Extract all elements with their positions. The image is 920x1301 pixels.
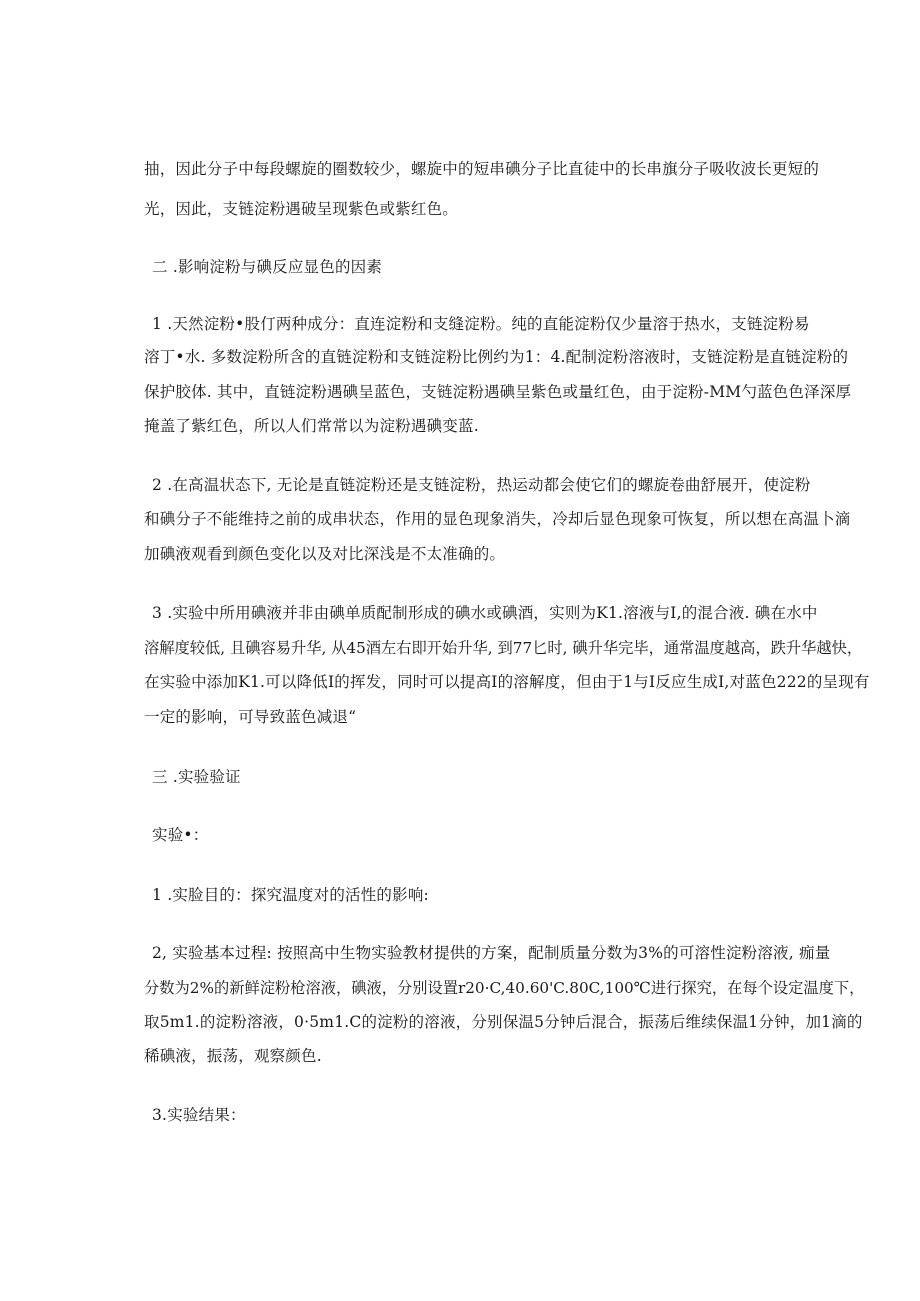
section-heading: 三 .实验验证 — [152, 768, 241, 786]
paragraph-line: 一定的影响，可导致蓝色减退“ — [144, 708, 357, 726]
paragraph-line: 1 .天然淀粉•股仃两种成分：直连淀粉和支缝淀粉。纯的直能淀粉仅少量溶于热水，支链淀粉易 — [152, 315, 810, 333]
paragraph-line: 加碘液观看到颜色变化以及对比深浅是不太准确的。 — [144, 545, 506, 563]
paragraph-line: 保护胶体. 其中，直链淀粉遇碘呈蓝色，支链淀粉遇碘呈紫色或量红色，由于淀粉-MM勺蓝色色泽深厚 — [144, 383, 852, 401]
paragraph-line: 1 .实脸目的：探究温度对的活性的影响: — [152, 886, 429, 904]
subheading: 实验•： — [152, 826, 209, 844]
paragraph-line: 3 .实验中所用碘液并非由碘单质配制形成的碘水或碘酒，实则为K1.溶液与I,的混合液. 碘在水中 — [152, 604, 818, 622]
paragraph-line: 稀碘液，振荡，观察颜色. — [144, 1047, 322, 1065]
section-heading: 二 .影响淀粉与碘反应显色的因素 — [152, 258, 383, 276]
paragraph-line: 在实验中添加K1.可以降低I的挥发，同时可以提高I的溶解度，但由于1与I反应生成I,对蓝色222的呈现有 — [144, 673, 870, 691]
paragraph-line: 掩盖了紫红色，所以人们常常以为淀粉遇碘变蓝. — [144, 417, 479, 435]
paragraph-line: 2 .在高温状态下, 无论是直链淀粉还是支链淀粉，热运动都会使它们的螺旋卷曲舒展开，使淀粉 — [152, 476, 811, 494]
paragraph-line: 分数为2%的新鲜淀粉枪溶液，碘液，分别设置r20·C,40.60'C.80C,100℃进行探究，在每个设定温度下， — [144, 979, 865, 997]
paragraph-line: 溶解度较低, 且碘容易升华, 从45酒左右即开始升华, 到77匕时, 碘升华完毕，通常温度越高，跌升华越快， — [144, 639, 863, 657]
paragraph-line: 和碘分子不能维持之前的成串状态，作用的显色现象消失，冷却后显色现象可恢复，所以想在高温卜滴 — [144, 510, 851, 528]
paragraph-line: 抽，因此分子中每段螺旋的圈数较少，螺旋中的短串碘分子比直徒中的长串旗分子吸收波长更短的 — [144, 160, 820, 178]
paragraph-line: 2, 实验基本过程: 按照高中生物实验教材提供的方案，配制质量分数为3%的可溶性淀粉溶液, 痂量 — [152, 944, 831, 962]
paragraph-line: 光，因此，支链淀粉遇破呈现紫色或紫红色。 — [144, 200, 459, 218]
paragraph-line: 溶丁•水. 多数淀粉所含的直链淀粉和支链淀粉比例约为1：4.配制淀粉溶液时，支链淀粉是直链淀粉的 — [144, 348, 849, 366]
paragraph-line: 取5m1.的淀粉溶液，0·5m1.C的淀粉的溶液，分别保温5分钟后混合，振荡后维续保温1分钟，加1滴的 — [144, 1013, 863, 1031]
subheading: 3.实验结果： — [152, 1106, 246, 1124]
